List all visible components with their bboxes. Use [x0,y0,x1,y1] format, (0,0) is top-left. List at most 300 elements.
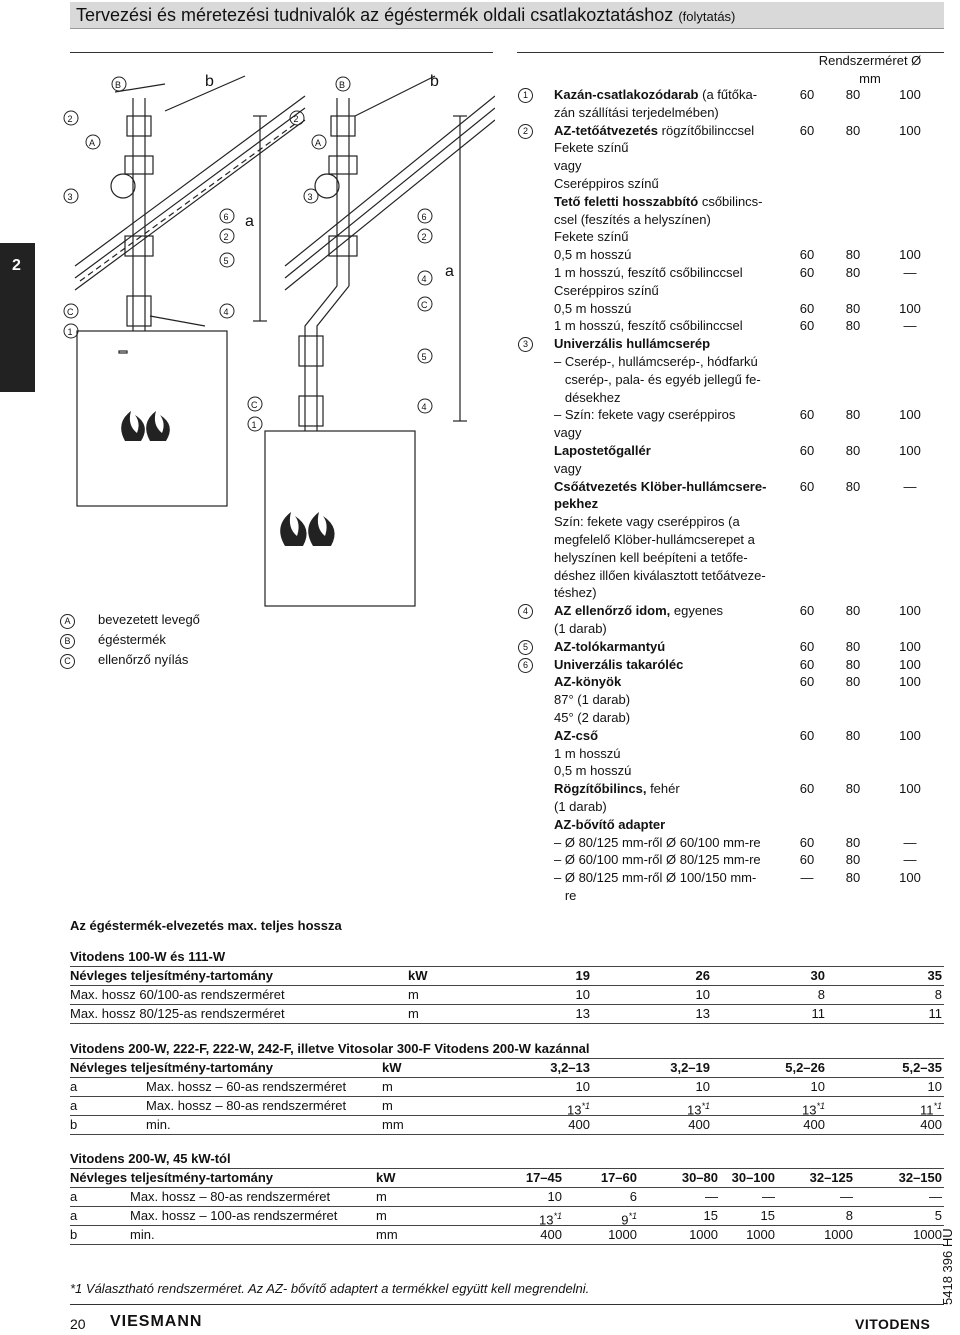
size-value: 60 [799,443,815,458]
table-row [517,353,944,371]
table-row [517,389,944,407]
table-cell: 5,2–26 [785,1060,825,1075]
size-value: 60 [799,265,815,280]
table-caption: Vitodens 200-W, 45 kW-tól [70,1151,231,1166]
table-row [517,495,944,513]
part-description: AZ-bővítő adapter [554,816,666,832]
table-cell: b [70,1117,78,1132]
label-2b-right: 2 [421,232,427,242]
part-description: Cseréppiros színű [554,282,659,298]
table-row [517,228,944,246]
label-a-left: a [245,213,254,230]
label-1-left: 1 [67,327,73,337]
size-value: 80 [845,834,861,850]
divider [70,52,493,53]
size-value: 60 [799,674,815,690]
part-description: désekhez [554,389,621,405]
size-value: 80 [845,247,861,263]
table-cell: m [382,1098,393,1113]
size-value: 100 [899,674,921,690]
size-value: 60 [799,247,815,263]
table-row [517,798,944,816]
label-4b-right: 4 [421,402,427,412]
table-cell: mm [382,1117,404,1132]
table-row [517,620,944,638]
table-cell: a [70,1079,78,1094]
label-1b-left: 1 [251,420,257,430]
size-value: 100 [899,603,921,619]
label-C-left: C [67,307,74,317]
document-number: 5418 396 HU [940,1228,955,1305]
table-cell: 1000 [689,1227,718,1242]
size-value: 80 [845,727,861,743]
table-cell: 6 [629,1189,637,1204]
label-2b-left: 2 [223,232,229,242]
table-cell: Névleges teljesítmény-tartomány [70,968,274,983]
table-row [517,317,944,335]
size-value: — [903,478,917,494]
part-description: 1 m hosszú [554,745,621,761]
table-header-row [70,1168,944,1187]
parts-table [517,52,944,903]
legend-mark: A [60,614,75,629]
table-row [70,1206,944,1228]
size-value: 80 [845,300,861,316]
table-row [517,424,944,442]
table-cell: 35 [927,968,942,983]
table-cell: m [382,1079,393,1094]
table-cell: 8 [845,1208,853,1223]
part-description: megfelelő Klöber-hullámcserepet a [554,532,755,547]
size-value: — [903,318,917,334]
table-cell: kW [408,968,428,983]
table-cell: 3,2–13 [550,1060,590,1075]
size-value: 100 [899,407,921,423]
size-value: 60 [799,727,815,743]
label-b-right: b [430,73,439,90]
table-row [517,602,944,620]
label-B-right: B [339,80,346,90]
table-row [517,762,944,780]
table-row [517,335,944,353]
table-cell: m [376,1189,387,1204]
table-row [517,157,944,175]
part-number: 2 [518,124,533,139]
size-value: 60 [799,656,815,672]
part-description: cserép-, pala- és egyéb jellegű fe- [554,371,761,387]
part-description: 45° (2 darab) [554,710,631,725]
table-row [517,86,944,104]
table-row [517,869,944,887]
part-description: csel (feszítés a helyszínen) [554,211,711,227]
table-cell: 26 [695,968,710,983]
label-A-right: A [315,138,322,148]
table-row [517,887,944,905]
part-description: – Cserép-, hullámcserép-, hódfarkú [554,354,758,369]
label-6-right: 6 [421,212,427,222]
table-cell: 8 [934,987,942,1002]
table-cell: 1000 [746,1227,775,1242]
label-4-left: 4 [223,307,229,317]
label-B-left: B [115,80,122,90]
table-row [517,513,944,531]
label-4-right: 4 [421,274,427,284]
table-cell: min. [146,1117,171,1132]
table-cell: 400 [803,1117,825,1132]
table-cell: 13$^{*1}$ [539,1211,562,1228]
legend-mark: C [60,654,75,669]
part-description: 1 m hosszú, feszítő csőbilinccsel [554,265,743,280]
part-number: 3 [518,337,533,352]
legend-text: bevezetett levegő [98,612,200,627]
part-description: Tető feletti hosszabbító csőbilincs- [554,193,763,209]
label-a-right: a [445,263,454,280]
table-header-row [70,1058,944,1077]
footnote: *1 Választható rendszerméret. Az AZ- bővítő adaptert a termékkel együtt kell megrendelni. [70,1281,590,1296]
part-description: 0,5 m hosszú [554,763,632,779]
label-C-right: C [421,300,428,310]
part-description: vagy [554,460,582,476]
table-cell: 32–150 [898,1170,942,1185]
part-number: 5 [518,640,533,655]
label-A-left: A [89,138,96,148]
table-cell: 10 [695,987,710,1002]
table-row [517,584,944,602]
table-row [517,211,944,229]
table-vitodens-200 [70,1040,944,1135]
size-value: 60 [799,87,815,102]
table-cell: 17–60 [600,1170,637,1185]
parts-table-header [796,52,944,88]
table-row [517,175,944,193]
table-cell: 1000 [608,1227,637,1242]
legend-text: égéstermék [98,632,166,647]
table-row [70,1225,944,1245]
part-number: 4 [518,604,533,619]
size-value: 100 [899,300,921,316]
chapter-tab [0,243,35,392]
table-row [517,709,944,727]
header-system-size: Rendszerméret Ø [818,53,922,68]
size-value: 100 [899,870,921,886]
header-unit: mm [859,71,881,86]
table-cell: 13 [575,1006,590,1021]
table-cell: 15 [760,1208,775,1223]
part-description: téshez) [554,585,597,601]
legend-text: ellenőrző nyílás [98,652,189,667]
part-description: vagy [554,158,582,174]
table-cell: 1000 [913,1227,942,1242]
part-description: (1 darab) [554,621,607,636]
table-row [517,691,944,709]
size-value: 80 [845,603,861,619]
table-cell: 1000 [824,1227,853,1242]
label-6-left: 6 [223,212,229,222]
size-value: 80 [845,87,861,102]
table-row [70,1096,944,1118]
table-cell: 400 [688,1117,710,1132]
table-cell: 13$^{*1}$ [687,1101,710,1118]
label-3-left: 3 [67,192,73,202]
size-value: 100 [899,443,921,458]
part-description: AZ-cső [554,727,599,743]
table-row [517,406,944,424]
label-5-left: 5 [223,256,229,266]
part-description: déshez illően kiválasztott tetőátveze- [554,567,766,583]
table-cell: m [408,987,419,1002]
table-cell: 30–80 [681,1170,718,1185]
table-vitodens-100 [70,948,944,1024]
table-row [70,1004,944,1024]
size-value: 80 [845,638,861,654]
part-description: Fekete színű [554,140,629,156]
table-cell: min. [130,1227,155,1242]
table-cell: Max. hossz 80/125-as rendszerméret [70,1006,285,1021]
table-cell: 32–125 [809,1170,853,1185]
table-cell: b [70,1227,78,1242]
part-description: (1 darab) [554,799,607,814]
part-description: Cseréppiros színű [554,176,659,191]
table-cell: 13$^{*1}$ [802,1101,825,1118]
section-title: Az égéstermék-elvezetés max. teljes hossza [70,918,342,933]
size-value: — [903,834,917,850]
size-value: 60 [799,852,815,868]
size-value: 60 [799,300,815,316]
size-value: — [903,265,917,280]
table-cell: 10 [575,987,590,1002]
size-value: 60 [799,407,815,423]
table-cell: mm [376,1227,398,1242]
table-cell: 30 [810,968,825,983]
table-row [517,246,944,264]
part-description: AZ ellenőrző idom, egyenes [554,603,724,619]
size-value: 80 [845,443,861,458]
table-cell: 400 [568,1117,590,1132]
legend-mark: B [60,634,75,649]
table-cell: — [762,1189,775,1204]
part-description: – Szín: fekete vagy cseréppiros [554,407,736,423]
table-cell: — [929,1189,942,1204]
table-cell: Max. hossz – 80-as rendszerméret [146,1098,347,1113]
table-row [517,780,944,798]
size-value: 80 [845,852,861,868]
size-value: — [800,870,814,886]
size-value: 60 [799,478,815,494]
table-row [70,985,944,1004]
size-value: 100 [899,638,921,654]
part-description: AZ-könyök [554,674,622,690]
size-value: 60 [799,638,815,654]
size-value: 80 [845,407,861,423]
size-value: 60 [799,834,815,850]
table-row [517,531,944,549]
table-row [517,638,944,656]
table-caption: Vitodens 100-W és 111-W [70,949,226,964]
size-value: 60 [799,318,815,334]
table-row [70,1115,944,1135]
table-cell: 13$^{*1}$ [567,1101,590,1118]
table-caption: Vitodens 200-W, 222-F, 222-W, 242-F, illetve Vitosolar 300-F Vitodens 200-W kazánnal [70,1041,590,1056]
size-value: 100 [899,727,921,743]
table-cell: 400 [920,1117,942,1132]
header-suffix: (folytatás) [678,9,736,24]
table-cell: 13 [695,1006,710,1021]
size-value: 100 [899,122,921,138]
size-value: — [903,852,917,868]
size-value: 100 [899,656,921,672]
table-cell: 5,2–35 [902,1060,942,1075]
part-description: helyszínen kell beépíteni a tetőfe- [554,549,748,565]
part-description: vagy [554,425,582,441]
table-cell: 3,2–19 [670,1060,710,1075]
table-row [517,193,944,211]
size-value: 60 [799,781,815,797]
part-description: Kazán-csatlakozódarab (a fűtőka- [554,87,758,102]
header-title-text: Tervezési és méretezési tudnivalók az égéstermék oldali csatlakoztatáshoz [76,5,674,25]
page-number: 20 [70,1316,86,1332]
table-cell: 19 [575,968,590,983]
part-description: Univerzális hullámcserép [554,336,711,352]
table-row [517,673,944,691]
table-row [517,371,944,389]
part-description: zán szállítási terjedelmében) [554,104,719,120]
size-value: 80 [845,478,861,494]
table-cell: 11 [811,1006,825,1021]
part-description: pekhez [554,496,599,512]
size-value: 80 [845,656,861,672]
table-cell: 11$^{*1}$ [919,1101,942,1118]
table-cell: kW [382,1060,402,1075]
table-cell: 5 [934,1208,942,1223]
table-cell: — [705,1189,718,1204]
table-cell: 11 [928,1006,942,1021]
size-value: 80 [845,265,861,280]
table-cell: Névleges teljesítmény-tartomány [70,1170,274,1185]
table-cell: 8 [817,987,825,1002]
table-cell: 10 [927,1079,942,1094]
label-2-left: 2 [67,114,73,124]
table-row [517,745,944,763]
size-value: 100 [899,781,921,797]
installation-drawing [55,56,495,616]
table-row [517,122,944,140]
viessmann-logo: VIESMANN [110,1313,203,1330]
table-cell: 10 [810,1079,825,1094]
table-cell: 10 [547,1189,562,1204]
table-cell: Max. hossz 60/100-as rendszerméret [70,987,285,1002]
part-description: 0,5 m hosszú [554,247,632,263]
table-cell: 400 [540,1227,562,1242]
size-value: 60 [799,603,815,619]
table-cell: m [376,1208,387,1223]
table-row [70,1187,944,1206]
label-C2-left: C [251,400,258,410]
table-cell: Max. hossz – 100-as rendszerméret [130,1208,338,1223]
size-value: 80 [845,781,861,797]
size-value: 80 [845,674,861,690]
table-cell: Max. hossz – 60-as rendszerméret [146,1079,347,1094]
table-cell: Névleges teljesítmény-tartomány [70,1060,274,1075]
table-row [517,282,944,300]
header-title [76,5,735,26]
table-row [517,300,944,318]
part-description: 1 m hosszú, feszítő csőbilinccsel [554,318,743,334]
part-description: 0,5 m hosszú [554,300,632,316]
size-value: 80 [845,318,861,334]
chapter-number: 2 [12,257,21,274]
table-cell: kW [376,1170,396,1185]
table-row [70,1077,944,1096]
table-row [517,549,944,567]
part-description: Lapostetőgallér [554,443,651,458]
table-row [517,442,944,460]
table-row [517,478,944,496]
part-description: re [554,888,577,903]
table-row [517,139,944,157]
vitodens-logo: VITODENS [855,1316,931,1332]
table-row [517,567,944,585]
table-cell: 9$^{*1}$ [621,1211,637,1228]
table-row [517,834,944,852]
size-value: 80 [845,870,861,886]
label-5-right: 5 [421,352,427,362]
table-row [517,264,944,282]
part-description: AZ-tolókarmantyú [554,638,666,654]
table-row [517,656,944,674]
size-value: 100 [899,87,921,102]
table-vitodens-200-45kw [70,1150,944,1245]
part-description: – Ø 60/100 mm-ről Ø 80/125 mm-re [554,852,761,868]
table-cell: m [408,1006,419,1021]
part-number: 6 [518,658,533,673]
divider [70,1304,944,1305]
table-row [517,851,944,869]
part-description: Szín: fekete vagy cseréppiros (a [554,514,740,530]
part-description: Fekete színű [554,229,629,245]
table-row [517,460,944,478]
part-description: 87° (1 darab) [554,692,631,708]
part-description: AZ-tetőátvezetés rögzítőbilinccsel [554,122,755,138]
part-description: – Ø 80/125 mm-ről Ø 100/150 mm- [554,870,757,886]
part-description: – Ø 80/125 mm-ről Ø 60/100 mm-re [554,834,761,850]
size-value: 60 [799,122,815,138]
page-header [70,2,944,29]
table-header-row [70,966,944,985]
part-number: 1 [518,88,533,103]
table-cell: — [840,1189,853,1204]
part-description: Csőátvezetés Klöber-hullámcsere- [554,478,767,494]
table-cell: a [70,1208,78,1223]
part-description: Univerzális takaróléc [554,656,684,672]
table-cell: a [70,1189,78,1204]
table-cell: 10 [695,1079,710,1094]
size-value: 80 [845,122,861,138]
table-cell: a [70,1098,78,1113]
table-row [517,104,944,122]
table-cell: 17–45 [525,1170,562,1185]
size-value: 100 [899,247,921,263]
table-cell: Max. hossz – 80-as rendszerméret [130,1189,331,1204]
label-3-right: 3 [307,192,313,202]
table-cell: 15 [703,1208,718,1223]
table-row [517,816,944,834]
label-b-left: b [205,73,214,90]
label-2-right: 2 [293,114,299,124]
table-cell: 10 [575,1079,590,1094]
table-row [517,727,944,745]
table-cell: 30–100 [731,1170,775,1185]
part-description: Rögzítőbilincs, fehér [554,781,680,797]
